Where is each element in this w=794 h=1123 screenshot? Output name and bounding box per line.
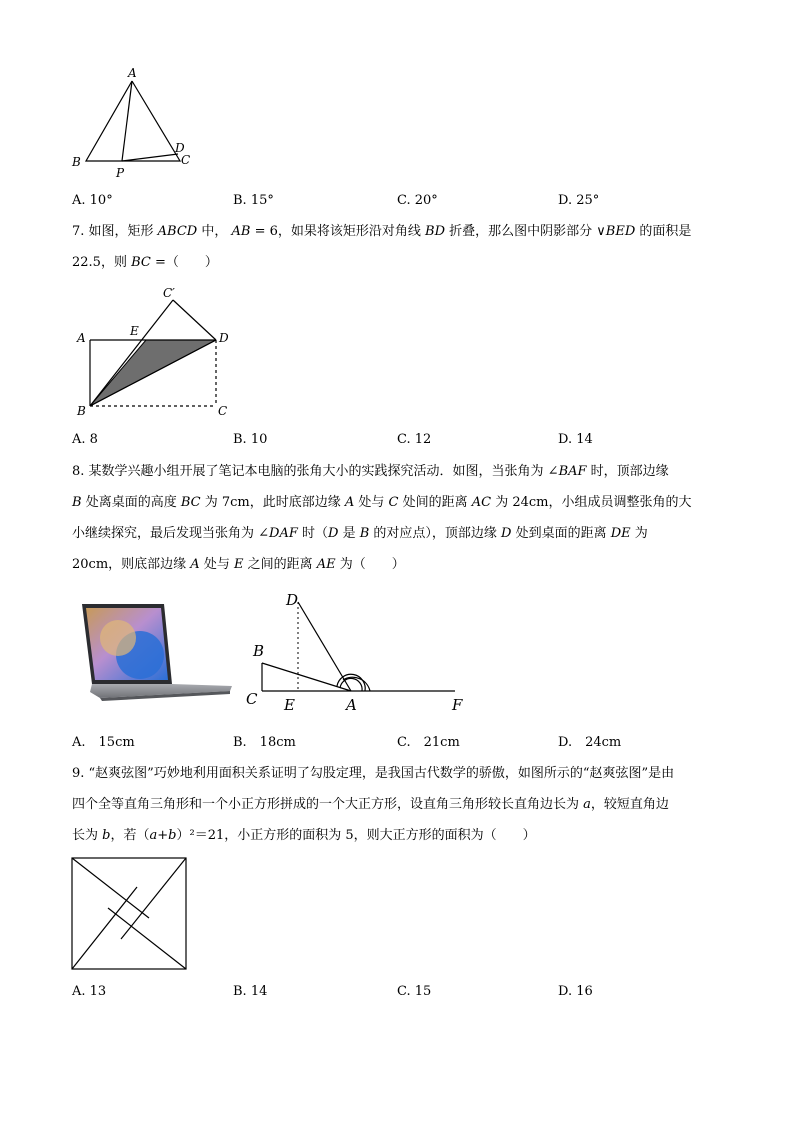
q7-line-2: 22.5，则 BC =（ ）	[72, 255, 218, 270]
q9-option-a: A. 13	[72, 984, 107, 999]
label-C: C	[181, 153, 191, 167]
q6-option-b: B. 15°	[233, 193, 274, 208]
q8-line-3: 小继续探究，最后发现当张角为 ∠DAF 时（D 是 B 的对应点），顶部边缘 D 处到桌面的距离 DE 为	[72, 526, 648, 541]
q8-option-c: C. 21cm	[397, 735, 460, 750]
label-D: D	[175, 141, 185, 155]
q9-option-c: C. 15	[397, 984, 432, 999]
label-A: A	[346, 696, 357, 714]
label-C: C	[246, 690, 258, 708]
q8-line-4: 20cm，则底部边缘 A 处与 E 之间的距离 AE 为（ ）	[72, 557, 405, 572]
label-B: B	[253, 642, 265, 660]
q6-option-c: C. 20°	[397, 193, 438, 208]
rectangle-fold-figure	[66, 283, 246, 423]
label-D: D	[219, 331, 229, 345]
zhao-shuang-diagram	[70, 856, 190, 972]
q7-option-d: D. 14	[558, 432, 593, 447]
q7-line-1: 7. 如图，矩形 ABCD 中， AB = 6，如果将该矩形沿对角线 BD 折叠，那么图中阴影部分 ∨BED 的面积是	[72, 224, 692, 239]
q8-option-d: D. 24cm	[558, 735, 622, 750]
label-E: E	[284, 696, 295, 714]
q7-option-c: C. 12	[397, 432, 432, 447]
angle-figure	[240, 588, 470, 716]
q8-option-a: A. 15cm	[72, 735, 135, 750]
label-A: A	[128, 66, 137, 80]
q9-line-2: 四个全等直角三角形和一个小正方形拼成的一个大正方形，设直角三角形较长直角边长为 a，较短直角边	[72, 797, 669, 812]
label-D: D	[286, 591, 299, 609]
label-B: B	[72, 155, 81, 169]
q9-option-b: B. 14	[233, 984, 268, 999]
q9-line-1: 9. “赵爽弦图”巧妙地利用面积关系证明了勾股定理，是我国古代数学的骄傲，如图所示的“赵爽弦图”是由	[72, 766, 675, 781]
q8-option-b: B. 18cm	[233, 735, 296, 750]
q8-line-1: 8. 某数学兴趣小组开展了笔记本电脑的张角大小的实践探究活动．如图，当张角为 ∠BAF 时，顶部边缘	[72, 464, 669, 479]
label-P: P	[116, 166, 125, 180]
label-B: B	[77, 404, 86, 418]
q7-option-a: A. 8	[72, 432, 98, 447]
label-C: C	[218, 404, 228, 418]
label-C-prime: C′	[163, 286, 175, 300]
q9-line-3: 长为 b，若（a+b）²＝21，小正方形的面积为 5，则大正方形的面积为（ ）	[72, 828, 536, 843]
q6-option-a: A. 10°	[72, 193, 113, 208]
q8-line-2: B 处离桌面的高度 BC 为 7cm，此时底部边缘 A 处与 C 处间的距离 AC 为 24cm，小组成员调整张角的大	[72, 495, 692, 510]
q6-option-d: D. 25°	[558, 193, 600, 208]
q9-option-d: D. 16	[558, 984, 593, 999]
label-A: A	[77, 331, 86, 345]
q7-option-b: B. 10	[233, 432, 268, 447]
triangle-figure	[60, 62, 210, 182]
label-F: F	[452, 696, 463, 714]
label-E: E	[130, 324, 139, 338]
laptop-image	[80, 600, 235, 705]
